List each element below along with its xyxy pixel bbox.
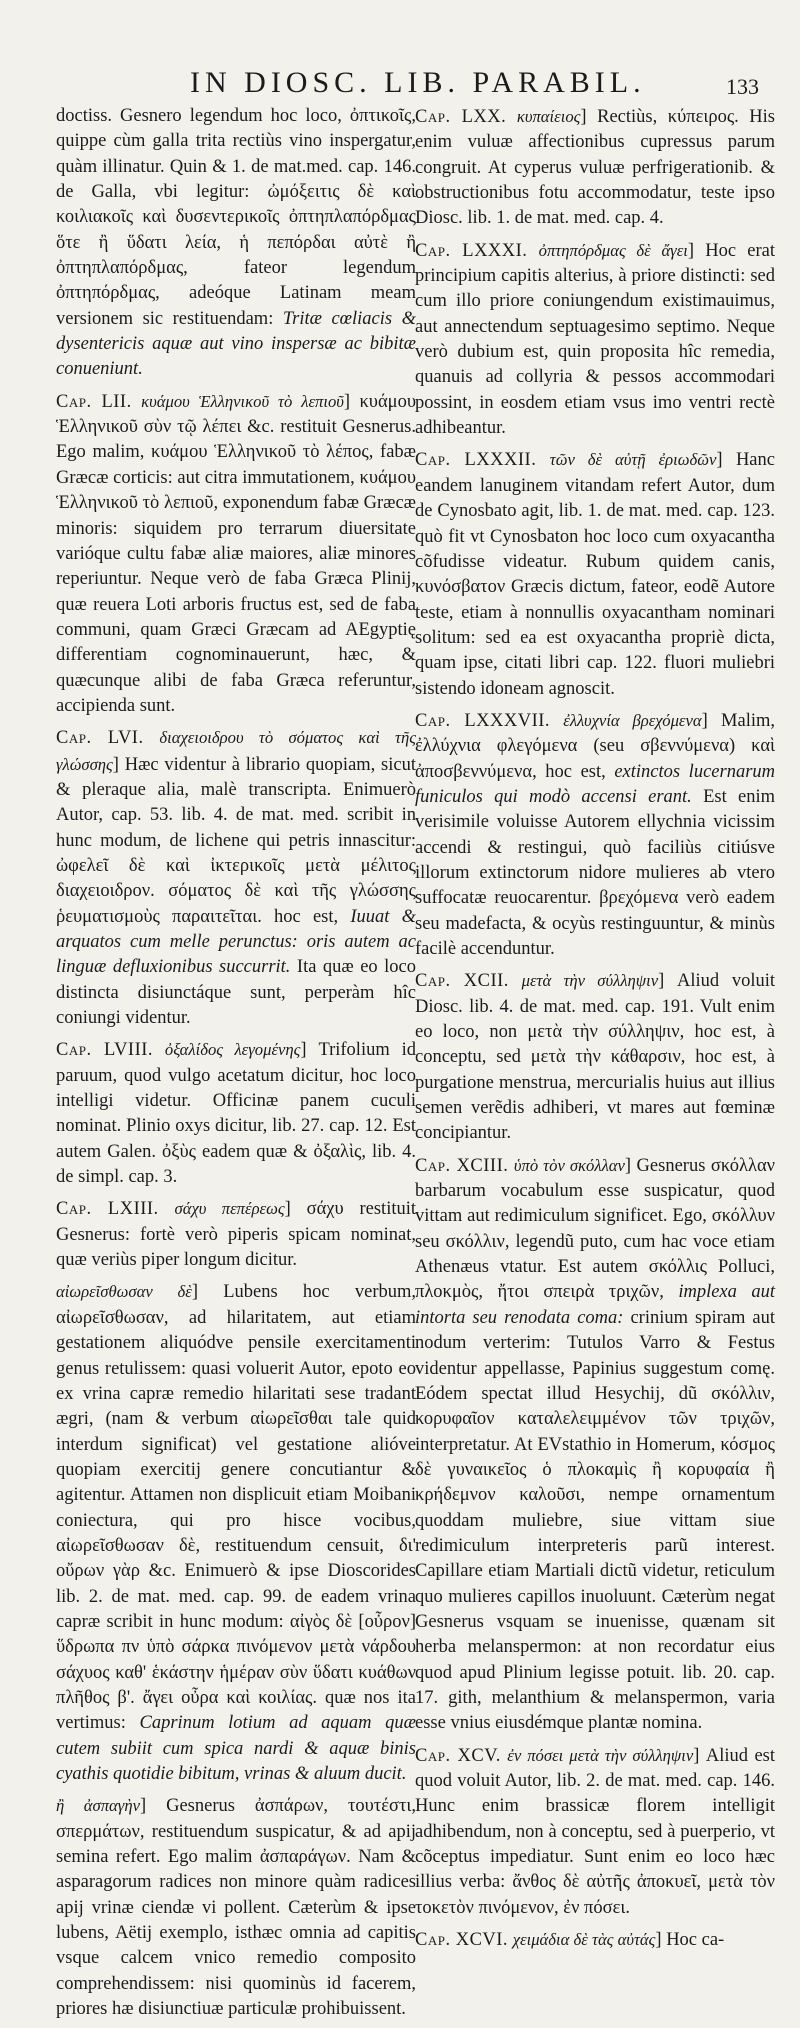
greek-lemma: αἰωρεῖσθωσαν δὲ [56,1282,192,1302]
text: ] σάχυ restituit Gesnerus: fortè verò piperis spicam nominat, quæ veriùs piper longum dicitur. [56,1199,416,1271]
commentary-cap-95 [415,1743,775,1921]
greek-lemma: ὑπὸ τὸν σκόλλαν [513,1155,625,1175]
text: ] Gesnerus ἀσπάρων, τουτέστι, σπερμάτων, restituendum suspicatur, & ad apij semina refert. Ego malim ἀσπαράγων. Nam & asparagorum radices non minore quàm radices apij vrinæ ciendæ vi pollent. Cæterùm & ipse lubens, Aëtij exemplo, isthæc omnia ad capitis vsque calcem vnico remedio composito comprehendissem: nisi quominùs id facerem, priores hæ disiunctiuæ particulæ prohibuissent. [56,1796,416,2020]
chapter-heading: Cap. XCVI. [415,1930,509,1951]
greek-lemma: μετὰ τὴν σύλληψιν [521,971,659,991]
text: ] Hoc ca- [655,1930,725,1951]
greek-lemma: σάχυ πεπέρεως [174,1199,285,1219]
text: ] Malim, ἐλλύχνια φλεγόμενα (seu σβεννύμενα) καὶ ἀποσβεννύμενα, hoc est, [415,710,775,782]
text: ] Trifolium id paruum, quod vulgo acetatum dicitur, hoc loco intelligi videtur. Officinæ panem cuculi nominat. Plinio oxys dicitur, lib. 27. cap. 12. Est autem Galen. ὀξὺς eadem quæ & ὀξαλὶς, lib. 4. de simpl. cap. 3. [56,1040,416,1188]
commentary-lemma [56,1793,416,2022]
commentary-cap-93 [415,1153,775,1737]
italic-text: Tritæ cœliacis & dysentericis aquæ aut vino inspersæ ac bibitæ conueniunt. [56,308,416,380]
greek-lemma: ἐλλυχνία βρεχόμενα [563,710,702,730]
commentary-cap-70 [415,104,775,232]
running-head [0,66,800,106]
italic-text: Caprinum lotium ad aquam quæ cutem subiit cum spica nardi & aquæ binis cyathis quotidie bibitum, vrinas & aluum ducit. [56,1713,416,1784]
paragraph-continued [56,104,416,383]
chapter-heading: Cap. LXXXII. [415,450,537,471]
page-number: 133 [726,74,759,99]
chapter-heading: Cap. XCII. [415,971,509,992]
greek-lemma: κυπαίειος [516,107,581,126]
italic-text: Iuuat & arquatos cum melle perunctus: oris autem ac linguæ defluxionibus succurrit. [56,906,416,978]
commentary-cap-96 [415,1927,775,1953]
text: ] Hoc erat principium capitis alterius, à priore distincti: sed cum illo priore coniungendum existimauimus, aut annectendum septuagesimo septimo. Neque verò dubium est, quin proposita hîc remedia, quanuis ad collyria & pessos accommodari possint, in eosdem etiam vsus imo ventri rectè adhibeantur. [415,240,775,439]
commentary-cap-63 [56,1196,416,1273]
chapter-heading: Cap. LXXXI. [415,240,528,261]
commentary-cap-82 [415,447,775,701]
greek-lemma: ἢ ἀσπαγὴν [56,1796,140,1816]
chapter-heading: Cap. LVIII. [56,1040,154,1061]
text: Ita quæ eo loco distincta disiunctáque sunt, perperàm hîc coniungi videntur. [56,957,417,1029]
italic-text: implexa aut intorta seu renodata coma: [415,1282,776,1328]
text: doctiss. Gesnero legendum hoc loco, ὀπτικοῖς, [56,106,416,126]
commentary-lemma [56,1279,416,1787]
greek-lemma: ὀπτηπόρδμας δὲ ἄγει [538,240,688,260]
greek-lemma: τῶν δὲ αὐτῇ ἐριωδῶν [549,450,717,470]
right-column [415,104,775,1959]
commentary-cap-92 [415,968,775,1146]
chapter-heading: Cap. LXX. [415,107,507,127]
text: ] Aliud voluit Diosc. lib. 4. de mat. med. cap. 191. Vult enim eo loco, non μετὰ τὴν σύλληψιν, hoc est, à conceptu, sed μετὰ τὴν κάθαρσιν, hoc est, à purgatione menstrua, mercurialis huius aut illius semen verẽdis adhiberi, vt mares aut fœminæ concipiantur. [415,971,775,1144]
chapter-heading: Cap. LXIII. [56,1199,159,1220]
running-title: IN DIOSC. LIB. PARABIL. [190,66,646,99]
text: ] κυάμου Ἑλληνικοῦ σὺν τῷ λέπει &c. restituit Gesnerus. Ego malim, κυάμου Ἑλληνικοῦ τὸ λέπος, fabæ Græcæ corticis: aut citra immutationem, κυάμου Ἑλληνικοῦ τὸ λεπιοῦ, exponendum fabæ Græcæ minoris: siquidem pro terrarum diuersitate varióque cultu fabæ aliæ maiores, aliæ minores reperiuntur. Neque verò de faba Græca Plinij, quæ reuera Loti arboris fructus est, sed de faba communi, quam Græci Græcam ad AEgyptię differentiam cognominauerunt, hæc, & quæcunque alibi de faba Græca referuntur, accipienda sunt. [56,391,416,716]
commentary-cap-87 [415,708,775,962]
commentary-cap-81 [415,238,775,442]
text: quippe cùm galla trita rectiùs vino inspergatur, quàm illinatur. Quin & 1. de mat.med. cap. 146. de Galla, vbi legitur: ὠμόξειτις δὲ καὶ κοιλιακοῖς καὶ δυσεντερικοῖς ὀπτηπλαπόρδμας ὅτε ἢ ὕδατι λεία, ἡ πεπόρδαι αὐτὲ ἢ ὀπτηπλαπόρδμας, fateor legendum ὀπτηπόρδμας, adeóque Latinam meam versionem sic restituendam: [56,131,416,329]
greek-lemma: ἐν πόσει μετὰ τὴν σύλληψιν [507,1745,694,1765]
text: ] Hanc eandem lanuginem vitandam refert Autor, dum de Cynosbato agit, lib. 1. de mat. med. cap. 123. quò fit vt Cynosbaton hoc loco cum oxyacantha cõfudisse videatur. Rubum quidem canis, κυνόσβατον Græcis dictum, fateor, eodẽ Autore teste, etiam à nonnullis oxyacantham nominari solitum: sed ea est oxyacantha propriè dicta, quam ipse, citati libri cap. 122. fluori muliebri sistendo idoneam agnoscit. [415,450,775,699]
chapter-heading: Cap. XCV. [415,1745,501,1766]
chapter-heading: Cap. XCIII. [415,1155,509,1176]
chapter-heading: Cap. LXXXVII. [415,710,551,731]
text: ] Rectiùs, κύπειρος. His enim vuluæ affectionibus cupressus parum congruit. At cyperus vuluæ perfrigerationib. & obstructionibus fotu accommodatur, teste ipso Diosc. lib. 1. de mat. med. cap. 4. [415,107,776,229]
text: Est enim verisimile voluisse Autorem ellychnia vicissim accendi & restingui, quò faciliùs citiúsve illorum extinctorum nidore mulieres ab vtero suffocatæ reuocarentur. βρεχόμενα verò eadem seu madefacta, & ocyùs restinguuntur, & minùs facilè accenduntur. [415,786,775,959]
text: ] Gesnerus σκόλλαν barbarum vocabulum esse suspicatur, quod vittam aut redimiculum significet. Ego, σκόλλυν seu σκόλλιν, legendũ puto, cum hac voce etiam Athenæus vtatur. Est autem σκόλλις Polluci, πλοκμὸς, ἤτοι σπειρὰ τριχῶν, [415,1155,776,1303]
commentary-cap-56 [56,725,416,1031]
text: ] Lubens hoc verbum, αἰωρεῖσθωσαν, ad hilaritatem, aut etiam gestationem aliquódve pensile exercitamenti genus retulissem: quasi voluerit Autor, epoto eo ex vrina capræ remedio hilaritati sese tradant ægri, (nam & verbum αἰωρεῖσθαι tale quid interdum significat) vel gestatione alióve quopiam exercitij genere concutiantur & agitentur. Attamen non displicuit etiam Moibani coniectura, qui pro hisce vocibus, αἰωρεῖσθωσαν δὲ, restituendum censuit, δι' οὔρων γὰρ &c. Enimuerò & ipse Dioscorides lib. 2. de mat. med. cap. 99. de eadem vrina capræ scribit in hunc modum: αἰγὸς δὲ [οὖρον] ὕδρωπα πν ὑπὸ σάρκα πινόμενον μετὰ νάρδου σάχυος καθ' ἑκάστην ἡμέραν σὺν ὕδατι κυάθων πλῆθος β'. ἄγει οὖρα καὶ κοιλίας. quæ nos ita vertimus: [56,1282,416,1734]
greek-lemma: διαχειοιδρου τὸ σόματος καὶ τῆς γλώσσης [56,728,416,774]
commentary-cap-52 [56,389,416,719]
greek-lemma: κυάμου Ἑλληνικοῦ τὸ λεπιοῦ [141,391,344,411]
greek-lemma: χειμάδια δὲ τὰς αὐτάς [512,1930,656,1950]
italic-text: extinctos lucernarum funiculos qui modò accensi erant. [415,761,775,807]
left-column [56,104,416,2028]
text: ] Aliud est quod voluit Autor, lib. 2. de mat. med. cap. 146. Hunc enim brassicæ florem intelligit adhibendum, non à conceptu, sed à puerperio, vt cõceptus impediatur. Sunt enim eo loco hæc illius verba: ἄνθος δὲ αὐτῆς ἀποκυεῖ, μετὰ τὸν τοκετὸν πινόμενον, ἐν πόσει. [415,1745,775,1918]
commentary-cap-58 [56,1037,416,1190]
chapter-heading: Cap. LVI. [56,728,144,749]
chapter-heading: Cap. LII. [56,391,132,412]
text: ] Hæc videntur à librario quopiam, sicut & pleraque alia, malè transcripta. Enimuerò Autor, cap. 53. lib. 4. de mat. med. scribit in hunc modum, de lichene qui petris innascitur: ὠφελεῖ δὲ καὶ ἰκτερικοῖς μετὰ μέλιτος διαχειοιδρον. σόματος δὲ καὶ τῆς γλώσσης ῥευματισμοὺς παραιτεῖται. hoc est, [56,754,416,927]
text: crinium spiram aut nodum verterim: Tutulos Varro & Festus videntur appellasse, Papinius suggestum comę. Eódem spectat illud Hesychij, dũ σκόλλιν, κορυφαῖον καταλελειμμένον τῶν τριχῶν, interpretatur. At EVstathio in Homerum, κόσμος δὲ γυναικεῖος ὁ πλοκαμὶς ἢ κορυφαία ἢ κρήδεμνον καλοῦσι, nempe ornamentum quoddam muliebre, siue vittam siue redimiculum interpreteris parũ interest. Capillare etiam Martiali dictũ videtur, reticulum quo mulieres capillos inuoluunt. Cæterùm negat Gesnerus vsquam se inuenisse, quænam sit herba melanspermon: at non recordatur eius quod apud Plinium legisse potuit. lib. 20. cap. 17. gith, melanthium & melanspermon, varia esse vnius eiusdémque plantæ nomina. [415,1307,775,1734]
greek-lemma: ὀξαλίδος λεγομένης [164,1040,301,1060]
